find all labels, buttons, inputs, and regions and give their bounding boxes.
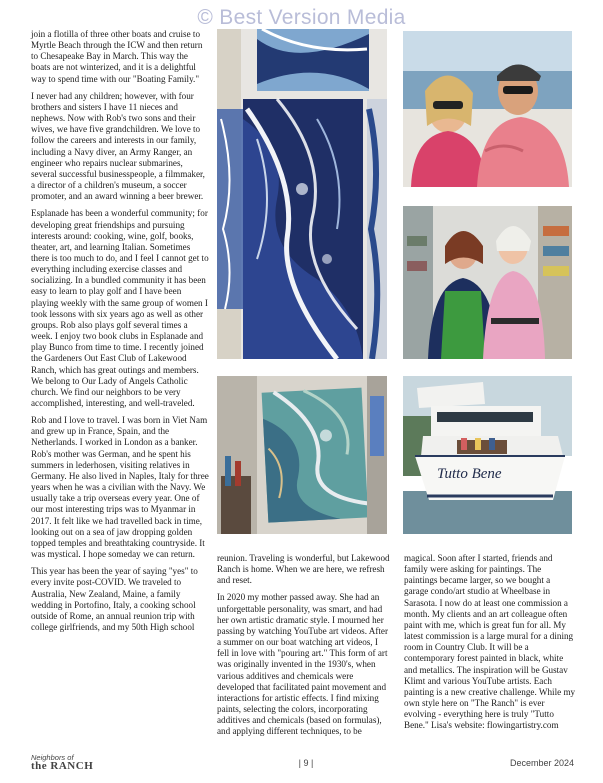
publication-logo: [31, 753, 93, 771]
article-column-3: [404, 553, 576, 738]
paragraph: magical. Soon after I started, friends and family were asking for paintings. The paintings became larger, so we bought a garage condo/art studio at Wheelbase in Sarasota. I now do at least one commission a month. My clients and an art colleague often paint with me, which is great fun for all. My latest commission is a large mural for a dining room in Country Club. It will be a contemporary forest painted in black, white and metallics. The inspiration will be Gustav Klimt and various YouTube artists. Each painting is a new creative challenge. While my own style here on "The Ranch" is ever evolving - everything here is truly "Tutto Bene." Lisa's website: flowingartistry.com: [404, 553, 576, 731]
paragraph: Rob and I love to travel. I was born in Viet Nam and grew up in France, Spain, and the Netherlands. I worked in London as a banker. Rob's mother was German, and he spent his summers in lederhosen, visiting relatives in Germany. He also lived in Naples, Italy for three years when he was a civilian with the Navy. We usually take a trip overseas every year. One of our most interesting trips was to Myanmar in 2017. It felt like we had travelled back in time, looking out on a sea of jaw dropping golden topped temples and breathtaking countryside. It was mystical. I hope someday we can return.: [31, 415, 209, 560]
issue-date: December 2024: [509, 758, 574, 768]
paragraph: I never had any children; however, with four brothers and sisters I have 11 nieces and nephews. Now with Rob's two sons and their wives, we have five grandchildren. We love to follow the careers and interests in our family, including a Navy diver, an Army Ranger, an engineer who repairs nuclear submarines, several successful businesspeople, a filmmaker, a director of a children's museum, a soccer promoter, and an award winning a beer brewer.: [31, 90, 205, 202]
paragraph: In 2020 my mother passed away. She had an unforgettable personality, was smart, and had her own artistic dramatic style. I mourned her passing by watching YouTube art videos. After a summer on our boat watching art videos, I fell in love with "pouring art." This form of art was originally invented in the 1930's, when various additives and chemicals were developed that facilitated paint movement and interactions for artistic effects. I find mixing paints, selecting the colors, incorporating additives and chemicals (based on formulas), and applying different techniques, to be: [217, 592, 389, 737]
watermark: © Best Version Media: [197, 6, 406, 29]
boat-name: Tutto Bene: [437, 466, 502, 482]
logo-small-text: Neighbors of: [31, 753, 74, 762]
boat-tutto-bene-photo: [403, 376, 572, 534]
paragraph: Esplanade has been a wonderful community; for developing great friendships and pursuing interests around: cooking, wine, golf, books, theater, art, and learning Italian. Sometimes there is too much to do, and I feel I cannot get to everything including exercise classes and socializing. In a bundled community it has been easy to learn to play golf and I have been playing weekly with the same group of women I took lessons with six years ago as well as other groups. Rob also plays golf several times a week. I enjoy two book clubs in Esplanade and play Bunco from time to time. I recently joined the Gardeners Out East Club of Lakewood Ranch, which has great outings and members. We belong to Our Lady of Angels Catholic church. We find our neighbors to be very accomplished, interesting, and well-traveled.: [31, 208, 209, 408]
couple-on-boat-photo: [403, 31, 572, 187]
page-number: | 9 |: [298, 758, 314, 768]
article-column-1: [31, 29, 209, 639]
paragraph: This year has been the year of saying "yes" to every invite post-COVID. We traveled to Australia, New Zealand, Maine, a family wedding in Portofino, Italy, a cooking school outside of Rome, an annual reunion trip with college girlfriends, and my 50th High school: [31, 566, 198, 632]
paragraph: join a flotilla of three other boats and cruise to Myrtle Beach through the ICW and then return to Chesapeake Bay in March. This way the boats are not winterized, and it is a delightful way to spend time with our "Boating Family.": [31, 29, 203, 84]
logo-title: the RANCH: [31, 760, 94, 772]
studio-painting-photo: [217, 376, 387, 534]
article-column-2: [217, 553, 391, 744]
paragraph: reunion. Traveling is wonderful, but Lakewood Ranch is home. When we are here, we refresh and reset.: [217, 553, 390, 586]
pour-painting-photo: [217, 29, 387, 359]
two-women-studio-photo: [403, 206, 572, 359]
